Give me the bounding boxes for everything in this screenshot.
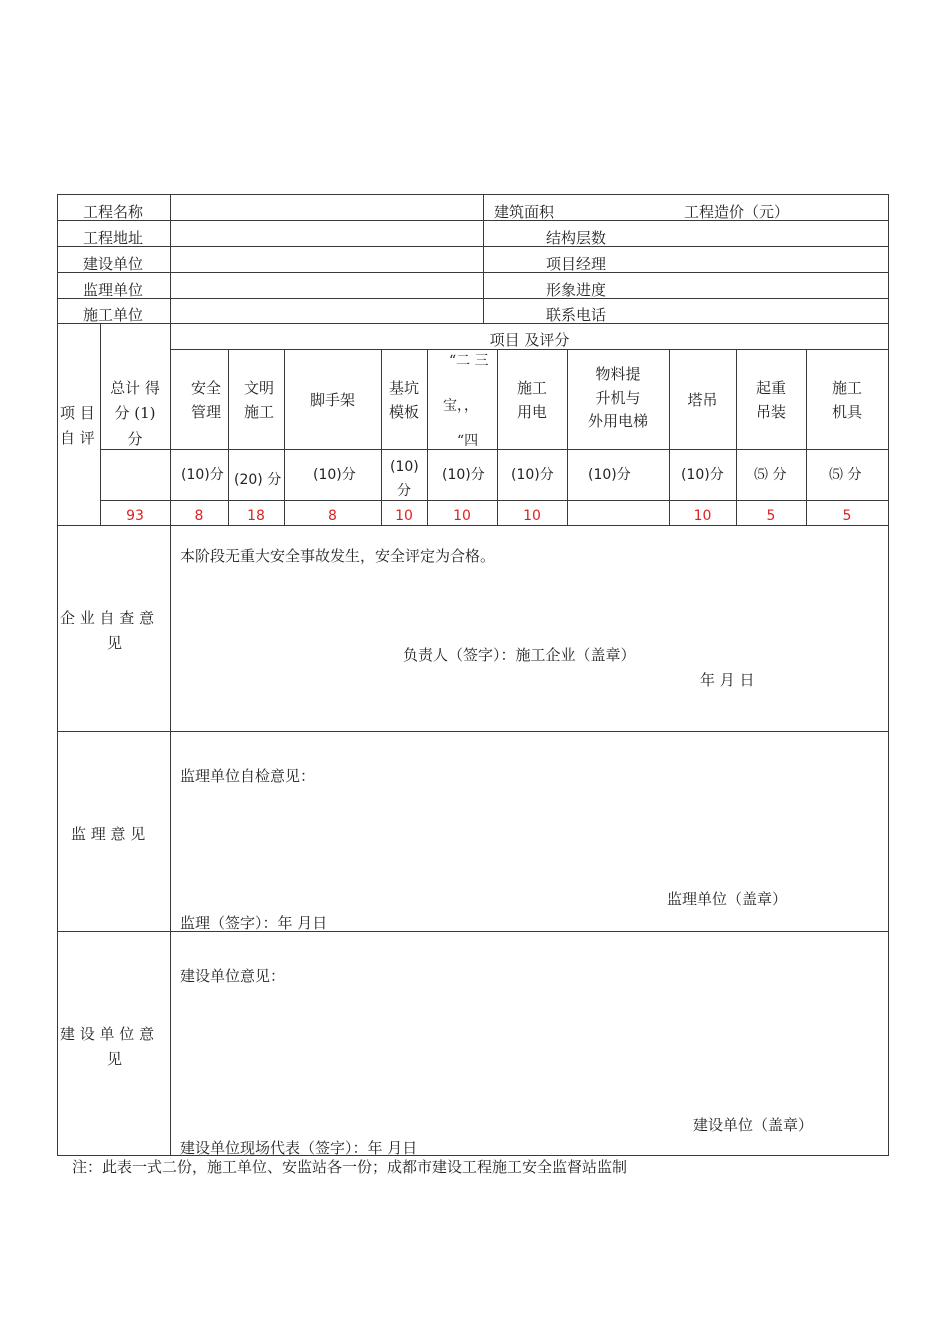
self-eval-label-2: 自 评 (60, 429, 95, 447)
enterprise-signature: 负责人（签字）：施工企业（盖章） (403, 646, 636, 664)
pts-tower-crane: (10)分 (681, 467, 724, 483)
builder-label: 建设单位 (83, 255, 144, 273)
row-divider (100, 449, 889, 450)
supervision-seal: 监理单位（盖章） (667, 890, 788, 908)
supervision-opinion-text: 监理单位自检意见： (180, 767, 316, 785)
col-divider (806, 349, 807, 525)
supervision-signature: 监理（签字）：年 月日 (180, 914, 328, 932)
pts-tools: ⑸ 分 (829, 467, 862, 483)
phone-label: 联系电话 (546, 306, 607, 324)
col-civilized-2: 施工 (243, 403, 274, 421)
total-label-3: 分 (127, 430, 143, 448)
col-divider (100, 323, 101, 525)
row-divider (57, 246, 889, 247)
col-divider (483, 194, 484, 323)
col-divider (669, 349, 670, 525)
pts-hoist: (10)分 (588, 467, 631, 483)
col-pit-1: 基坑 (388, 379, 419, 397)
total-label-2: 分 (1) (114, 404, 156, 422)
col-three-treasures-1: “二 三 (449, 353, 489, 369)
col-safety-1: 安全 (190, 379, 221, 397)
pts-scaffold: (10)分 (313, 467, 356, 483)
col-tools-1: 施工 (831, 379, 862, 397)
row-divider (57, 323, 889, 324)
total-label-1: 总计 得 (110, 379, 160, 397)
col-divider (427, 349, 428, 525)
value-safety: 8 (194, 508, 204, 524)
value-tools: 5 (842, 508, 852, 524)
enterprise-date: 年 月 日 (700, 671, 755, 689)
supervision-label: 监 理 意 见 (71, 825, 146, 843)
items-header: 项目 及评分 (489, 331, 570, 349)
project-address-label: 工程地址 (83, 229, 144, 247)
col-civilized-1: 文明 (243, 379, 274, 397)
col-scaffold: 脚手架 (309, 391, 355, 409)
contractor-label: 施工单位 (83, 306, 144, 324)
enterprise-opinion-text: 本阶段无重大安全事故发生，安全评定为合格。 (180, 547, 496, 565)
pts-three-treasures: (10)分 (442, 467, 485, 483)
col-divider (381, 349, 382, 525)
row-divider (100, 500, 889, 501)
value-three-treasures: 10 (453, 508, 471, 524)
floors-label: 结构层数 (546, 229, 607, 247)
cost-label: 工程造价（元） (684, 203, 790, 221)
col-hoist-3: 外用电梯 (587, 412, 648, 430)
table-border-left (57, 194, 58, 1156)
pts-civilized: (20) 分 (234, 472, 282, 488)
construction-label-1: 建 设 单 位 意 (60, 1025, 155, 1043)
col-divider (497, 349, 498, 525)
enterprise-label-2: 见 (107, 634, 123, 652)
footer-note: 注：此表一式二份，施工单位、安监站各一份；成都市建设工程施工安全监督站监制 (72, 1158, 628, 1176)
pts-lifting: ⑸ 分 (754, 467, 787, 483)
col-lifting-1: 起重 (755, 379, 786, 397)
col-electric-1: 施工 (516, 379, 547, 397)
area-label: 建筑面积 (494, 203, 555, 221)
value-scaffold: 8 (328, 508, 337, 524)
value-electric: 10 (523, 508, 541, 524)
progress-label: 形象进度 (546, 281, 607, 299)
col-safety-2: 管理 (190, 403, 221, 421)
project-name-label: 工程名称 (83, 203, 144, 221)
value-lifting: 5 (766, 508, 776, 524)
col-pit-2: 模板 (388, 403, 419, 421)
construction-seal: 建设单位（盖章） (693, 1116, 814, 1134)
col-hoist-1: 物料提 (595, 365, 641, 383)
pts-electric: (10)分 (511, 467, 554, 483)
col-tower-crane: 塔吊 (687, 391, 718, 409)
supervisor-label: 监理单位 (83, 281, 144, 299)
col-divider (284, 349, 285, 525)
col-electric-2: 用电 (516, 403, 547, 421)
col-lifting-2: 吊装 (755, 403, 786, 421)
col-three-treasures-2: 宝，， (443, 398, 478, 414)
col-divider (228, 349, 229, 525)
col-tools-2: 机具 (831, 403, 862, 421)
row-divider (57, 731, 889, 732)
manager-label: 项目经理 (546, 255, 607, 273)
value-pit: 10 (395, 508, 413, 524)
table-border-top (57, 194, 889, 195)
col-three-treasures-3: “四 (457, 433, 479, 449)
self-eval-label-1: 项 目 (60, 404, 95, 422)
col-divider (736, 349, 737, 525)
value-tower-crane: 10 (693, 508, 712, 524)
construction-opinion-text: 建设单位意见： (180, 967, 286, 985)
row-divider (57, 272, 889, 273)
pts-safety: (10)分 (181, 467, 224, 483)
construction-label-2: 见 (107, 1050, 123, 1068)
row-divider (57, 298, 889, 299)
value-total: 93 (126, 508, 144, 524)
col-divider (170, 194, 171, 323)
col-hoist-2: 升机与 (595, 389, 641, 407)
col-divider (170, 323, 171, 1155)
pts-pit: (10) 分 (390, 459, 419, 499)
construction-signature: 建设单位现场代表（签字）：年 月日 (180, 1139, 418, 1157)
value-civilized: 18 (247, 508, 265, 524)
enterprise-label-1: 企 业 自 查 意 (60, 609, 155, 627)
